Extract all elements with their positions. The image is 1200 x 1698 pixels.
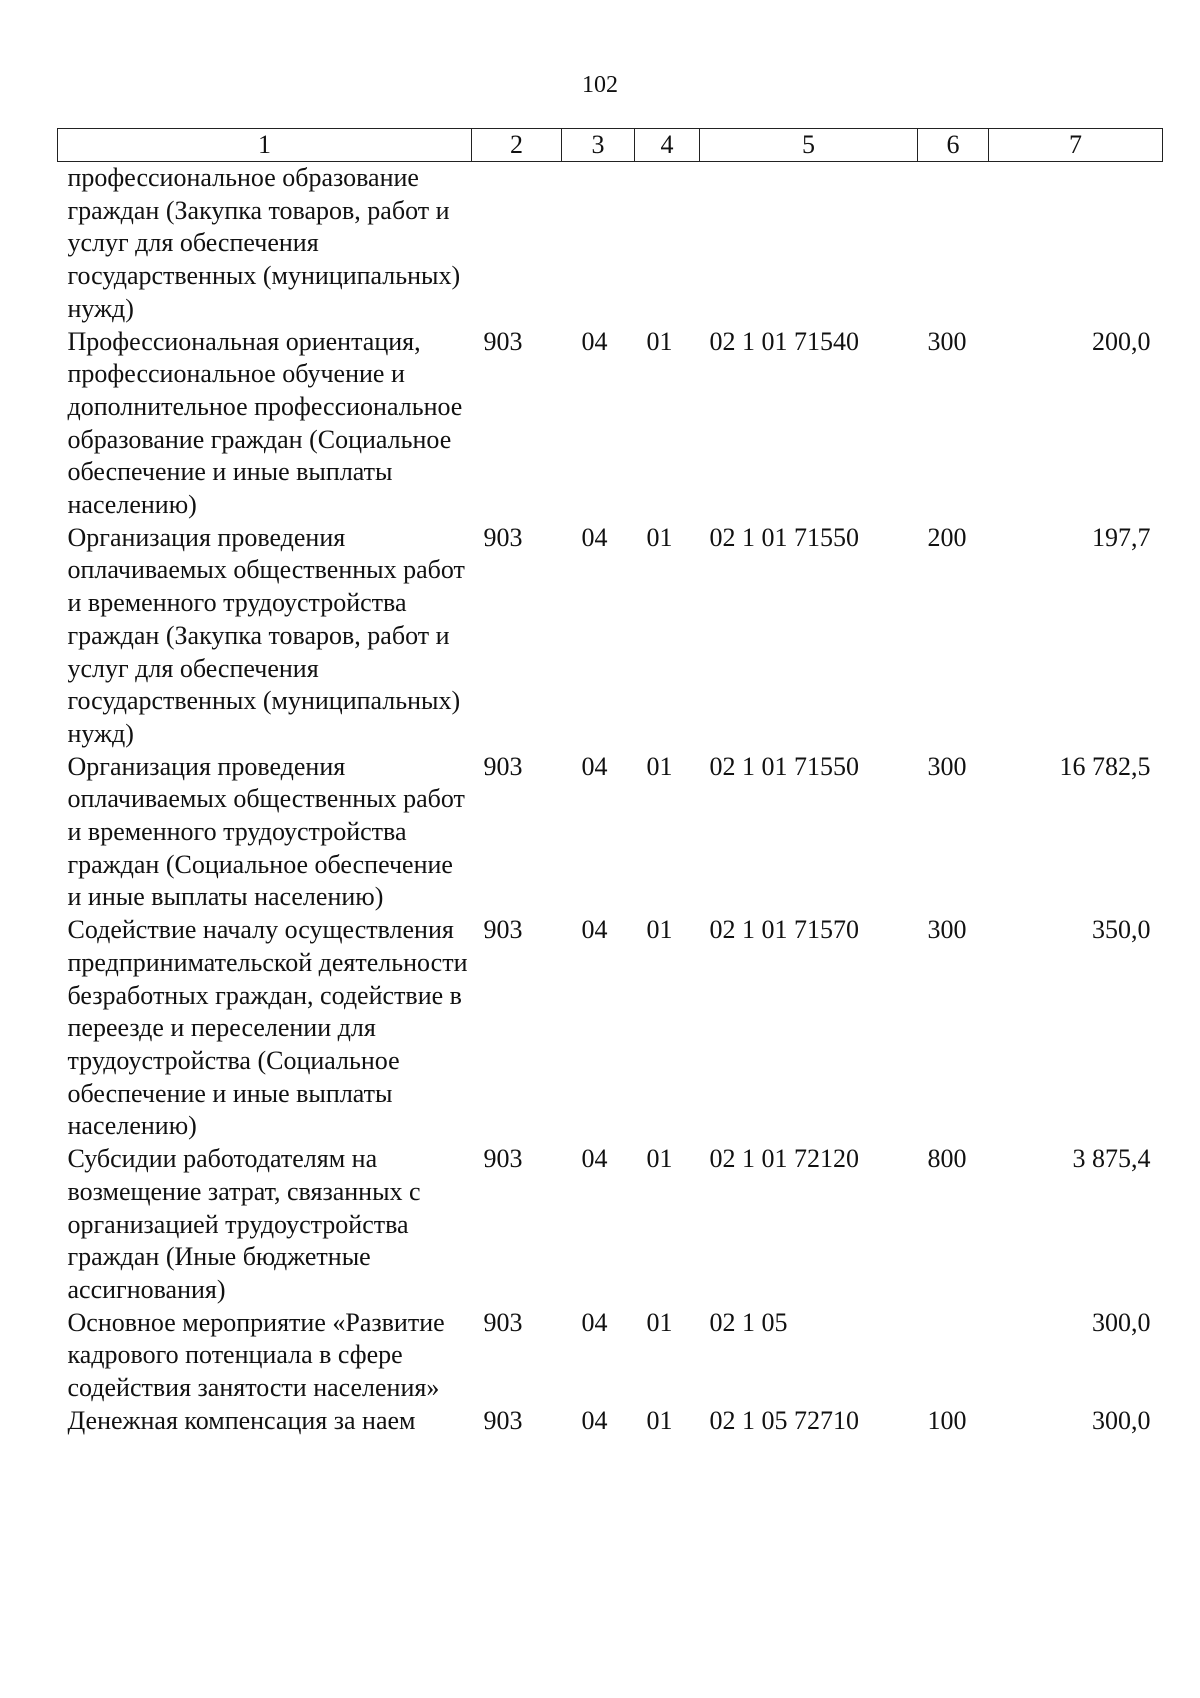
target-article-code: 02 1 01 71550 <box>709 522 859 552</box>
expense-type-code <box>918 162 989 326</box>
section-code: 04 <box>581 1307 608 1337</box>
ministry-code: 903 <box>483 1307 523 1337</box>
column-header: 3 <box>562 129 635 162</box>
table-row <box>58 1307 1163 1405</box>
section-code: 04 <box>581 751 608 781</box>
table-header-row <box>58 129 1163 162</box>
section-code: 04 <box>581 1144 608 1174</box>
amount: 3 875,4 <box>1072 1144 1151 1174</box>
ministry-code: 903 <box>483 1144 523 1174</box>
table-row <box>58 522 1163 751</box>
amount: 300,0 <box>1092 1307 1151 1337</box>
target-article-code: 02 1 05 <box>709 1307 788 1337</box>
section-code <box>562 162 635 326</box>
amount: 197,7 <box>1092 522 1151 552</box>
section-code: 04 <box>581 915 608 945</box>
column-header: 7 <box>989 129 1163 162</box>
subsection-code <box>635 162 700 326</box>
section-code: 04 <box>581 1405 608 1435</box>
table-row <box>58 326 1163 522</box>
expense-type-code <box>918 1307 989 1405</box>
column-header: 2 <box>472 129 562 162</box>
expense-type-code: 100 <box>927 1405 967 1435</box>
target-article-code: 02 1 01 71550 <box>709 751 859 781</box>
expense-type-code: 300 <box>927 751 967 781</box>
expense-type-code: 300 <box>927 915 967 945</box>
amount <box>989 162 1163 326</box>
amount: 300,0 <box>1092 1405 1151 1435</box>
ministry-code: 903 <box>483 751 523 781</box>
ministry-code <box>472 162 562 326</box>
expense-type-code: 300 <box>927 326 967 356</box>
ministry-code: 903 <box>483 326 523 356</box>
item-name: Основное мероприятие «Развитие кадрового потенциала в сфере содействия занятости населения» <box>67 1307 445 1403</box>
subsection-code: 01 <box>646 1144 673 1174</box>
item-name: профессиональное образование граждан (Закупка товаров, работ и услуг для обеспечения государственных (муниципальных) нужд) <box>67 163 461 323</box>
table-row <box>58 1143 1163 1307</box>
target-article-code: 02 1 01 72120 <box>709 1144 859 1174</box>
table-row <box>58 751 1163 915</box>
column-header: 5 <box>700 129 918 162</box>
amount: 200,0 <box>1092 326 1151 356</box>
ministry-code: 903 <box>483 915 523 945</box>
item-name: Денежная компенсация за наем <box>67 1405 416 1435</box>
section-code: 04 <box>581 522 608 552</box>
ministry-code: 903 <box>483 1405 523 1435</box>
item-name: Содействие началу осуществления предпринимательской деятельности безработных граждан, содействие в переезде и переселении для трудоустройства (Социальное обеспечение и иные выплаты населению) <box>67 915 468 1141</box>
column-header: 6 <box>918 129 989 162</box>
column-header: 1 <box>58 129 472 162</box>
item-name: Профессиональная ориентация, профессиональное обучение и дополнительное профессиональное образование граждан (Социальное обеспечение и иные выплаты населению) <box>67 326 463 520</box>
item-name: Субсидии работодателям на возмещение затрат, связанных с организацией трудоустройства граждан (Иные бюджетные ассигнования) <box>67 1144 421 1304</box>
column-header: 4 <box>635 129 700 162</box>
subsection-code: 01 <box>646 522 673 552</box>
page-number: 102 <box>582 72 618 98</box>
item-name: Организация проведения оплачиваемых общественных работ и временного трудоустройства граждан (Социальное обеспечение и иные выплаты населению) <box>67 751 465 912</box>
expense-type-code: 200 <box>927 522 967 552</box>
subsection-code: 01 <box>646 751 673 781</box>
amount: 16 782,5 <box>1059 751 1151 781</box>
subsection-code: 01 <box>646 1307 673 1337</box>
target-article-code: 02 1 01 71540 <box>709 326 859 356</box>
section-code: 04 <box>581 326 608 356</box>
subsection-code: 01 <box>646 1405 673 1435</box>
table-row <box>58 162 1163 326</box>
table-row <box>58 914 1163 1143</box>
budget-table <box>57 128 1163 1437</box>
subsection-code: 01 <box>646 915 673 945</box>
subsection-code: 01 <box>646 326 673 356</box>
ministry-code: 903 <box>483 522 523 552</box>
target-article-code: 02 1 05 72710 <box>709 1405 859 1435</box>
expense-type-code: 800 <box>927 1144 967 1174</box>
target-article-code: 02 1 01 71570 <box>709 915 859 945</box>
target-article-code <box>700 162 918 326</box>
table-row <box>58 1405 1163 1438</box>
item-name: Организация проведения оплачиваемых общественных работ и временного трудоустройства граждан (Закупка товаров, работ и услуг для обеспечения государственных (муниципальных) нужд) <box>67 522 465 748</box>
amount: 350,0 <box>1092 915 1151 945</box>
